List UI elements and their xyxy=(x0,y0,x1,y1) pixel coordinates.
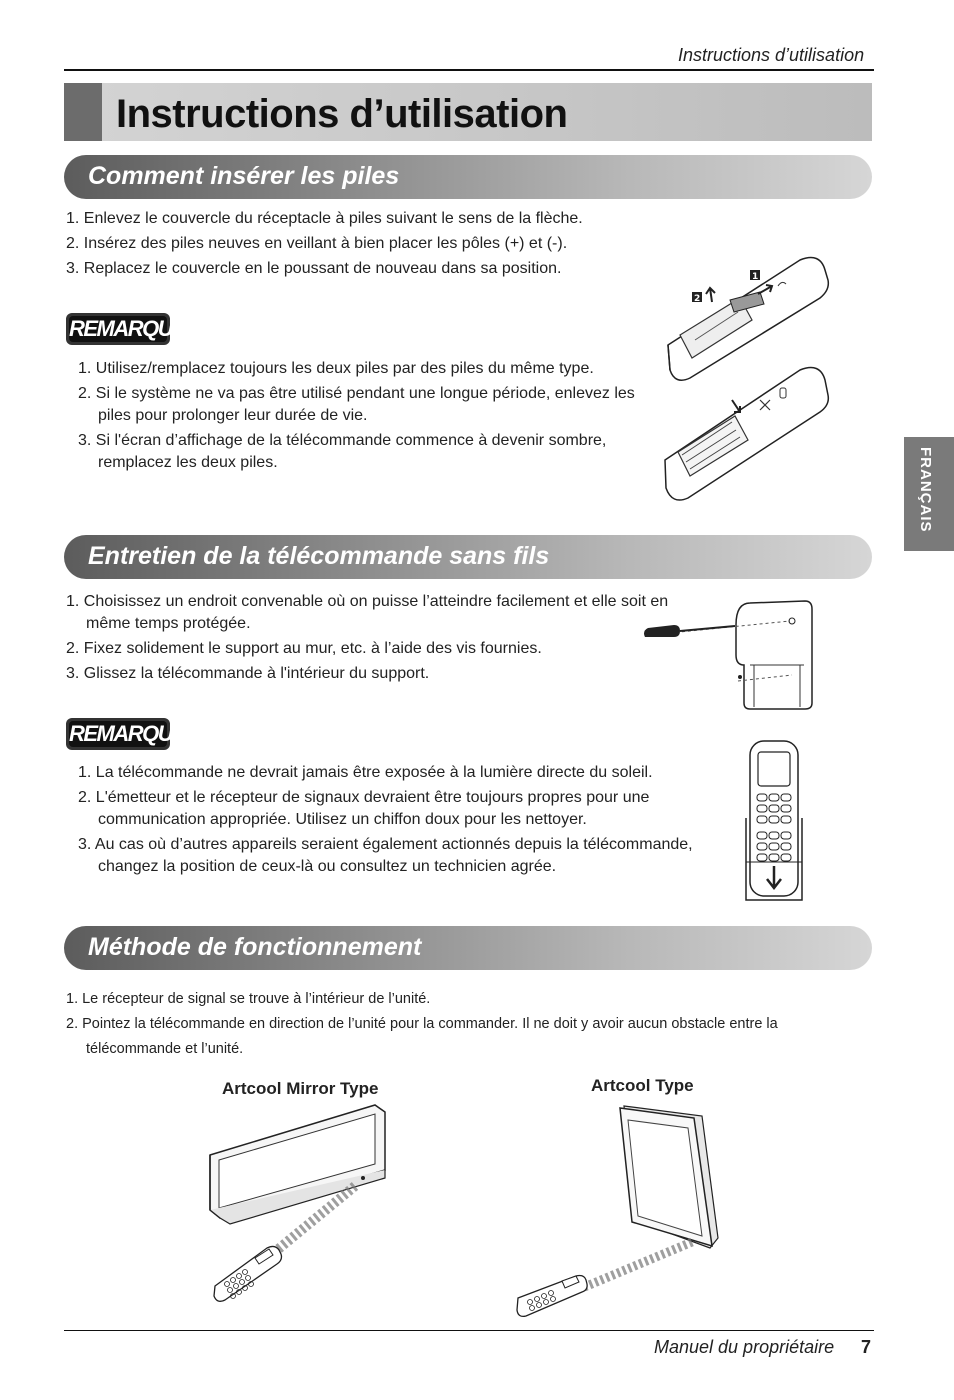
remote-in-holder-illustration xyxy=(740,738,810,903)
list-item: 1. Le récepteur de signal se trouve à l’intérieur de l’unité. xyxy=(66,991,431,1007)
page-title: Instructions d’utilisation xyxy=(116,92,568,136)
remarque-badge xyxy=(66,718,186,750)
battery-steps xyxy=(66,208,666,283)
list-item: 3. Replacez le couvercle en le poussant de nouveau dans sa position. xyxy=(66,260,562,277)
list-item: 1. La télécommande ne devrait jamais être exposée à la lumière directe du soleil. xyxy=(78,764,653,781)
bottom-rule xyxy=(64,1330,874,1331)
list-item: 2. Insérez des piles neuves en veillant à bien placer les pôles (+) et (-). xyxy=(66,235,568,252)
battery-remarks xyxy=(78,358,643,477)
remarque-badge xyxy=(66,313,186,345)
remote-care-steps xyxy=(66,591,691,688)
list-item: 2. Fixez solidement le support au mur, etc. à l’aide des vis fournies. xyxy=(66,640,542,657)
list-item: 3. Au cas où d’autres appareils seraient également actionnés depuis la télécommande, changez la position de ceux-là ou consultez un technicien agrée. xyxy=(78,836,693,875)
list-item: 2. Si le système ne va pas être utilisé pendant une longue période, enlevez les piles pour prolonger leur durée de vie. xyxy=(78,385,635,424)
list-item: 1. Choisissez un endroit convenable où on puisse l’atteindre facilement et elle soit en même temps protégée. xyxy=(66,593,669,632)
artcool-mirror-unit-illustration xyxy=(205,1100,395,1310)
figure-label-mirror: Artcool Mirror Type xyxy=(222,1079,379,1098)
footer-manual-title: Manuel du propriétaire xyxy=(654,1337,835,1357)
section-title-batteries: Comment insérer les piles xyxy=(88,162,400,190)
remarque-label: REMARQUE xyxy=(69,316,186,341)
language-tab xyxy=(904,437,954,551)
top-rule xyxy=(64,69,874,71)
svg-text:2: 2 xyxy=(694,294,701,304)
section-title-remote-care: Entretien de la télécommande sans fils xyxy=(88,542,550,570)
operation-steps xyxy=(66,987,866,1062)
running-header: Instructions d’utilisation xyxy=(678,45,865,65)
figure-label-artcool: Artcool Type xyxy=(591,1076,694,1095)
list-item: 1. Utilisez/remplacez toujours les deux piles par des piles du même type. xyxy=(78,360,594,377)
remarque-label: REMARQUE xyxy=(69,721,186,746)
svg-text:1: 1 xyxy=(752,272,759,282)
list-item: 3. Si l'écran d’affichage de la télécommande commence à devenir sombre, remplacez les deux piles. xyxy=(78,432,607,471)
page-number: 7 xyxy=(861,1337,872,1357)
remote-battery-open-illustration xyxy=(660,360,830,500)
title-accent-block xyxy=(64,83,102,141)
remote-holder-mounting-illustration xyxy=(640,595,820,715)
artcool-unit-illustration xyxy=(512,1098,727,1323)
list-item: 1. Enlevez le couvercle du réceptacle à piles suivant le sens de la flèche. xyxy=(66,210,583,227)
language-tab-label: FRANÇAIS xyxy=(917,447,934,533)
list-item: 3. Glissez la télécommande à l'intérieur du support. xyxy=(66,665,430,682)
remote-care-remarks xyxy=(78,762,703,881)
section-title-operation: Méthode de fonctionnement xyxy=(88,933,422,961)
list-item: 2. L'émetteur et le récepteur de signaux devraient être toujours propres pour une communication appropriée. Utilisez un chiffon doux pour les nettoyer. xyxy=(78,789,650,828)
list-item: 2. Pointez la télécommande en direction de l’unité pour la commander. Il ne doit y avoir aucun obstacle entre la télécommande et l’unité. xyxy=(66,1016,778,1057)
